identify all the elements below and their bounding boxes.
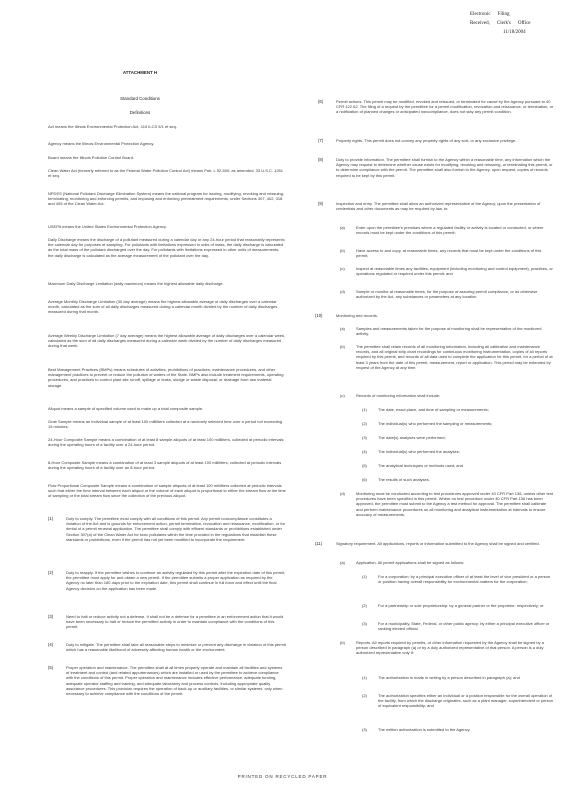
stamp-office: Office [517, 21, 531, 26]
filing-stamp [470, 10, 560, 37]
condition-number-11: (11) [315, 541, 323, 546]
def-avg-monthly: Average Monthly Discharge Limitation (30 day average) means the highest allowable average of daily discharges over a calendar month, calculated as the sum of all daily discharges measured during a calendar month divided by the number of daily discharges measured during that month. [48, 299, 278, 315]
inspection-facilities: Inspect at reasonable times any facilities, equipment (including monitoring and control equipment), practices, or operations regulated or required under this permit; and [356, 266, 553, 277]
condition-number-3: (3) [48, 614, 54, 619]
condition-duty-to-mitigate: Duty to mitigate. The permittee shall take all reasonable steps to minimize or prevent any discharge in violation of this permit which has a reasonable likelihood of adversely affecting human health or the environment. [66, 642, 286, 653]
def-act: Act means the Illinois Environmental Protection Act, 415 ILCS 5/1 et seq. [48, 124, 177, 129]
sub-label-11b: (b) [340, 640, 345, 645]
item-label-11b1: (1) [362, 675, 367, 680]
condition-inspection-entry: Inspection and entry. The permittee shall allow an authorized representative of the Agency, upon the presentation of credentials and other documents as may be required by law, to: [336, 201, 541, 212]
item-label-6: (6) [362, 477, 367, 482]
condition-duty-to-provide-info: Duty to provide information. The permittee shall furnish to the Agency within a reasonable time, any information which the Agency may request to determine whether cause exists for modifying, revoking and reissuing, or terminating this permit, or to determine compliance with the permit. The permittee shall also furnish to the Agency, upon request, copies of records required to be kept by this permit. [336, 157, 553, 178]
records-individuals-analyses: The individual(s) who performed the analyses; [378, 449, 460, 454]
sub-label-9a: (a) [340, 225, 345, 230]
signatory-corporation: For a corporation: by a principal executive officer of at least the level of vice president or a person or position having overall responsibility for environmental matters for the corporation; [378, 574, 551, 585]
item-label-11a3: (3) [362, 621, 367, 626]
def-clean-water-act: Clean Water Act (formerly referred to as the Federal Water Pollution Control Act) means Pub. L 92-500, as amended. 33 U.S.C. 1251 et seq. [48, 168, 284, 179]
records-analyses-dates: The date(s) analyses were performed; [378, 435, 446, 440]
condition-number-6: (6) [318, 99, 324, 104]
def-daily-discharge: Daily Discharge means the discharge of a pollutant measured during a calendar day or any 24-hour period that reasonably represents the calendar day for purposes of sampling. For pollutants with limitations expressed in units of mass, the daily discharge is calculated as the total mass of the pollutant discharged over the day. For pollutants with limitations expressed in other units of measurements, the daily discharge is calculated as the average measurement of the pollutant over the day. [48, 237, 285, 258]
def-aliquot: Aliquot means a sample of specified volume used to make up a total composite sample. [48, 406, 204, 411]
monitoring-test-procedures: Monitoring must be conducted according to test procedures approved under 40 CFR Part 136, unless other test procedures have been specified in this permit. Where no test procedure under 40 CFR Part 136 has been approved, the permittee must submit to the Agency a test method for approval. The permittee shall calibrate and perform maintenance procedures on all monitoring and analytical instrumentation at intervals to ensure accuracy of measurements. [356, 491, 553, 517]
item-label-4: (4) [362, 449, 367, 454]
condition-number-5: (5) [48, 665, 54, 670]
records-results: The results of such analyses. [378, 477, 430, 482]
signatory-reports: Reports. All reports required by permits, or other information requested by the Agency shall be signed by a person described in paragraph (a) or by a duly authorized representative of that person. A person is a duly authorized representative only if: [356, 640, 544, 656]
sub-label-9d: (d) [340, 289, 345, 294]
condition-monitoring-records: Monitoring and records. [336, 313, 379, 318]
sub-label-10c: (c) [340, 393, 345, 398]
item-label-11a2: (2) [362, 603, 367, 608]
def-grab-sample: Grab Sample means an individual sample of at least 100 milliliters collected at a randomly selected time over a period not exceeding 15 minutes. [48, 419, 283, 430]
def-24hr-composite: 24-Hour Composite Sample means a combination of at least 8 sample aliquots of at least 100 milliliters, collected at periodic intervals during the operating hours of a facility over a 24-hour period. [48, 437, 284, 448]
condition-signatory: Signatory requirement. All applications, reports or information submitted to the Agency shall be signed and certified. [336, 541, 540, 546]
monitoring-representative: Samples and measurements taken for the purpose of monitoring shall be representative of the monitored activity. [356, 326, 542, 337]
authorization-specifies: The authorization specifies either an individual or a position responsible for the overall operation of the facility, from which the discharge originates, such as a plant manager, superintendent or person of equivalent responsibility; and [378, 693, 554, 709]
def-flow-proportional: Flow Proportional Composite Sample means a combination of sample aliquots of at least 100 milliliters collected at periodic intervals such that either the time interval between each aliquot or the volume of each aliquot is proportional to either the stream flow at the time of sampling or the total stream flow since the collection of the previous aliquot. [48, 483, 286, 499]
stamp-electronic: Electronic [470, 12, 491, 17]
sub-label-11a: (a) [340, 560, 345, 565]
condition-number-4: (4) [48, 642, 54, 647]
def-npdes: NPDES (National Pollutant Discharge Elimination System) means the national program for issuing, modifying, revoking and reissuing, terminating, monitoring and enforcing permits, and imposing and enforcing pretreatment requirements, under Sections 307, 402, 318 and 405 of the Clean Water Act. [48, 191, 285, 207]
authorization-in-writing: The authorization is made in writing by a person described in paragraph (a); and [378, 675, 520, 680]
condition-number-8: (8) [318, 157, 324, 162]
sub-label-9b: (b) [340, 248, 345, 253]
condition-number-9: (9) [318, 201, 324, 206]
condition-need-to-halt: Need to halt or reduce activity not a defense. It shall not be a defense for a permittee in an enforcement action that it would have been necessary to halt or reduce the permitted activity in order to maintain compliance with the conditions of this permit. [66, 614, 284, 630]
def-bmp: Best Management Practices (BMPs) means schedules of activities, prohibitions of practices, maintenance procedures, and other management practices to prevent or reduce the pollution of waters of the State. BMPs also include treatment requirements, operating procedures, and practices to control plant site runoff, spillage or leaks, sludge or waste disposal, or drainage from raw material storage. [48, 367, 284, 388]
signatory-partnership: For a partnership or sole proprietorship: by a general partner or the proprietor, respectively; or [378, 603, 544, 608]
condition-duty-to-comply: Duty to comply. The permittee must comply with all conditions of this permit. Any permit noncompliance constitutes a violation of the Act and is grounds for enforcement action, permit termination, revocation and reissuance, modification, or for denial of a permit renewal application. The permittee shall comply with effluent standards or prohibitions established under Section 307(a) of the Clean Water Act for toxic pollutants within the time provided in the regulations that establish these standards or prohibitions, even if the permit has not yet been modified to incorporate the requirement. [66, 516, 286, 542]
signatory-municipality: For a municipality, State, Federal, or other public agency: by either a principal executive officer or ranking elected official. [378, 621, 550, 632]
def-board: Board means the Illinois Pollution Control Board. [48, 155, 135, 160]
condition-number-7: (7) [318, 138, 324, 143]
condition-permit-actions: Permit actions. This permit may be modified, revoked and reissued, or terminated for cause by the Agency pursuant to 40 CFR 122.62. The filing of a request by the permittee for a permit modification, revocation and reissuance, or termination, or a notification of planned changes or anticipated noncompliance, does not stay any permit condition. [336, 99, 554, 115]
inspection-sample: Sample or monitor at reasonable times, for the purpose of assuring permit compliance, or as otherwise authorized by the Act, any substances or parameters at any location. [356, 289, 538, 300]
item-label-11b3: (3) [362, 727, 367, 732]
stamp-received: Received, [470, 21, 490, 26]
records-date-place: The date, exact place, and time of sampling or measurements; [378, 407, 489, 412]
condition-duty-to-reapply: Duty to reapply. If the permittee wishes to continue an activity regulated by this permit after the expiration date of this permit, the permittee must apply for and obtain a new permit. If the permittee submits a proper application as required by the Agency no later than 180 days prior to the expiration date, this permit shall continue in full force and effect until the final Agency decision on the application has been made. [66, 570, 286, 591]
stamp-filing: Filing [497, 12, 510, 17]
def-max-daily: Maximum Daily Discharge Limitation (daily maximum) means the highest allowable daily discharge. [48, 281, 224, 286]
records-individuals-sampling: The individual(s) who performed the sampling or measurements; [378, 421, 493, 426]
stamp-date: 11/18/2004 [503, 30, 526, 35]
sub-label-9c: (c) [340, 266, 345, 271]
records-techniques: The analytical techniques or methods used; and [378, 463, 463, 468]
sub-label-10b: (b) [340, 344, 345, 349]
item-label-3: (3) [362, 435, 367, 440]
stamp-clerks: Clerk's [496, 21, 511, 26]
signatory-application: Application. All permit applications shall be signed as follows: [356, 560, 465, 565]
attachment-title: ATTACHMENT H [122, 70, 158, 75]
item-label-5: (5) [362, 463, 367, 468]
sub-label-10d: (d) [340, 491, 345, 496]
def-agency: Agency means the Illinois Environmental Protection Agency. [48, 141, 155, 146]
item-label-11a1: (1) [362, 574, 367, 579]
monitoring-retain-records: The permittee shall retain records of all monitoring information, including all calibration and maintenance records, and all original strip chart recordings for continuous monitoring instrumentation, copies of all reports required by this permit, and records of all data used to complete the application for this permit, for a period of at least 3 years from the date of this permit, measurement, report or application. This period may be extended by request of the Agency at any time. [356, 344, 553, 370]
def-8hr-composite: 8-Hour Composite Sample means a combination of at least 3 sample aliquots of at least 100 milliliters, collected at periodic intervals during the operating hours of a facility over an 8-hour period. [48, 460, 282, 471]
condition-number-2: (2) [48, 570, 54, 575]
def-avg-weekly: Average Weekly Discharge Limitation (7 day average) means the highest allowable average of daily discharges over a calendar week, calculated as the sum of all daily discharges measured during a calendar week divided by the number of daily discharges measured during that week. [48, 333, 286, 349]
def-usepa: USEPA means the United States Environmental Protection Agency. [48, 224, 167, 229]
recycled-paper-footer: PRINTED ON RECYCLED PAPER [237, 774, 328, 779]
monitoring-records-include: Records of monitoring information shall include: [356, 393, 441, 398]
sub-label-10a: (a) [340, 326, 345, 331]
inspection-enter-premises: Enter upon the permittee's premises where a regulated facility or activity is located or conducted, or where records must be kept under the conditions of this permit; [356, 225, 544, 236]
condition-number-10: (10) [315, 313, 323, 318]
item-label-2: (2) [362, 421, 367, 426]
condition-property-rights: Property rights. This permit does not convey any property rights of any sort, or any exclusive privilege. [336, 138, 517, 143]
standard-conditions-heading: Standard Conditions [120, 96, 160, 101]
condition-number-1: (1) [48, 516, 54, 521]
item-label-11b2: (2) [362, 693, 367, 698]
condition-proper-operation: Proper operation and maintenance. The permittee shall at all times properly operate and maintain all facilities and systems of treatment and control (and related appurtenances) which are installed or used by the permittee to achieve compliance with the conditions of this permit. Proper operation and maintenance includes effective performance, adequate funding, adequate operator staffing and training, and adequate laboratory and process controls, including appropriate quality assurance procedures. This provision requires the operation of back-up or auxiliary facilities, or similar systems, only when necessary to achieve compliance with the conditions of the permit. [66, 665, 283, 697]
definitions-heading: Definitions [129, 110, 151, 115]
item-label-1: (1) [362, 407, 367, 412]
authorization-submitted: The written authorization is submitted to the Agency. [378, 727, 471, 732]
inspection-access-records: Have access to and copy, at reasonable times, any records that must be kept under the conditions of this permit; [356, 248, 542, 259]
